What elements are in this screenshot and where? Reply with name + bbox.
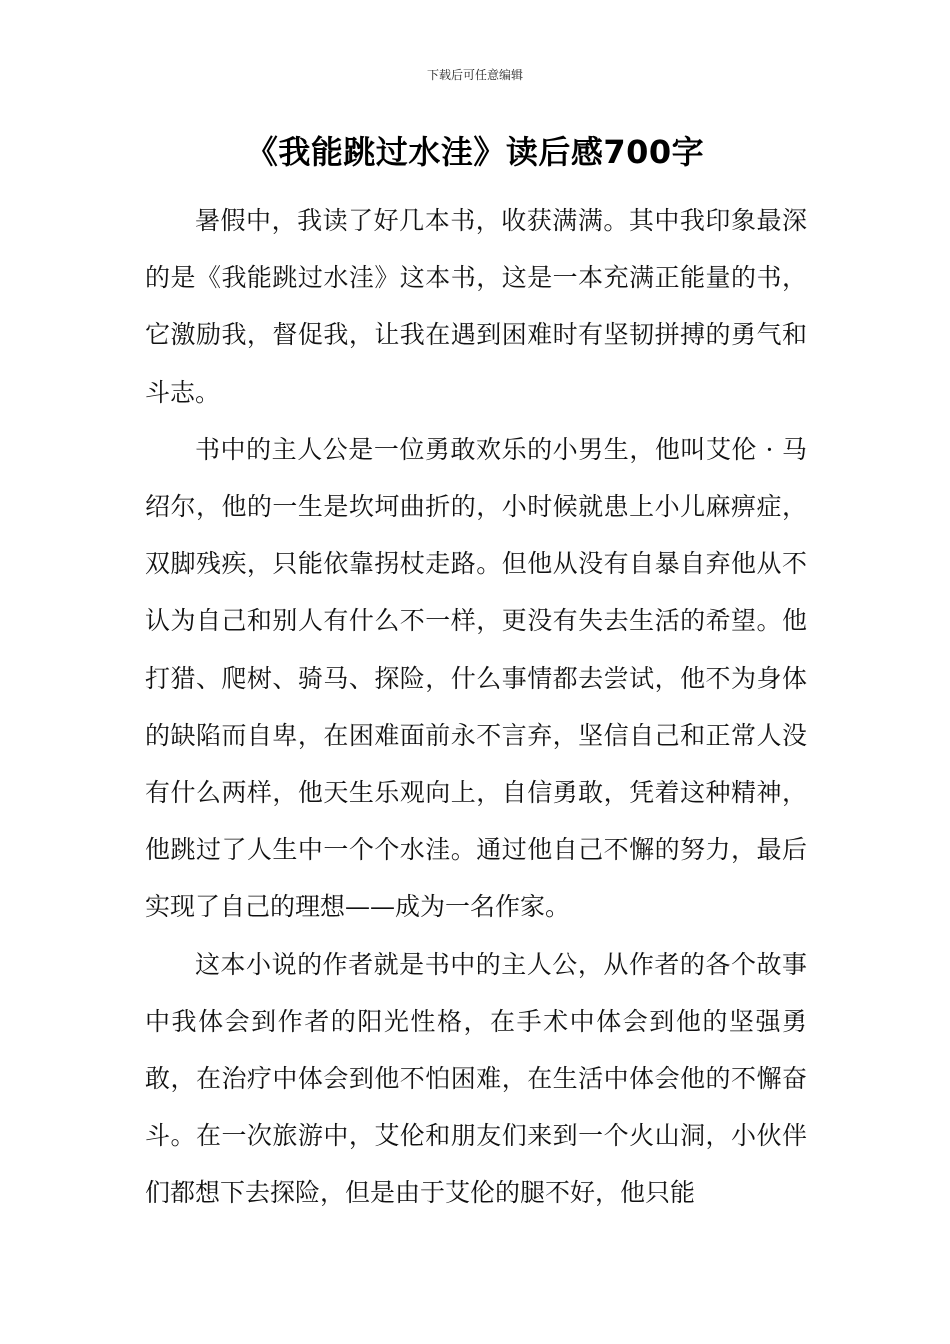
header-note: 下载后可任意编辑 — [426, 68, 523, 82]
paragraph-1: 暑假中，我读了好几本书，收获满满。其中我印象最深的是《我能跳过水洼》这本书，这是一本充满正能量的书，它激励我，督促我，让我在遇到困难时有坚韧拼搏的勇气和斗志。 — [145, 206, 807, 407]
paragraph-3: 这本小说的作者就是书中的主人公，从作者的各个故事中我体会到作者的阳光性格，在手术中体会到他的坚强勇敢，在治疗中体会到他不怕困难，在生活中体会他的不懈奋斗。在一次旅游中，艾伦和朋友们来到一个火山洞，小伙伴们都想下去探险，但是由于艾伦的腿不好，他只能 — [145, 949, 807, 1208]
paragraph-2: 书中的主人公是一位勇敢欢乐的小男生，他叫艾伦 · 马绍尔，他的一生是坎坷曲折的，小时候就患上小儿麻痹症，双脚残疾，只能依靠拐杖走路。但他从没有自暴自弃他从不认为自己和别人有什么不一样，更没有失去生活的希望。他打猎、爬树、骑马、探险，什么事情都去尝试，他不为身体的缺陷而自卑，在困难面前永不言弃，坚信自己和正常人没有什么两样，他天生乐观向上，自信勇敢，凭着这种精神，他跳过了人生中一个个水洼。通过他自己不懈的努力，最后实现了自己的理想——成为一名作家。 — [145, 434, 807, 922]
document-body — [145, 192, 807, 1222]
document-title: 《我能跳过水洼》读后感700字 — [245, 133, 705, 171]
